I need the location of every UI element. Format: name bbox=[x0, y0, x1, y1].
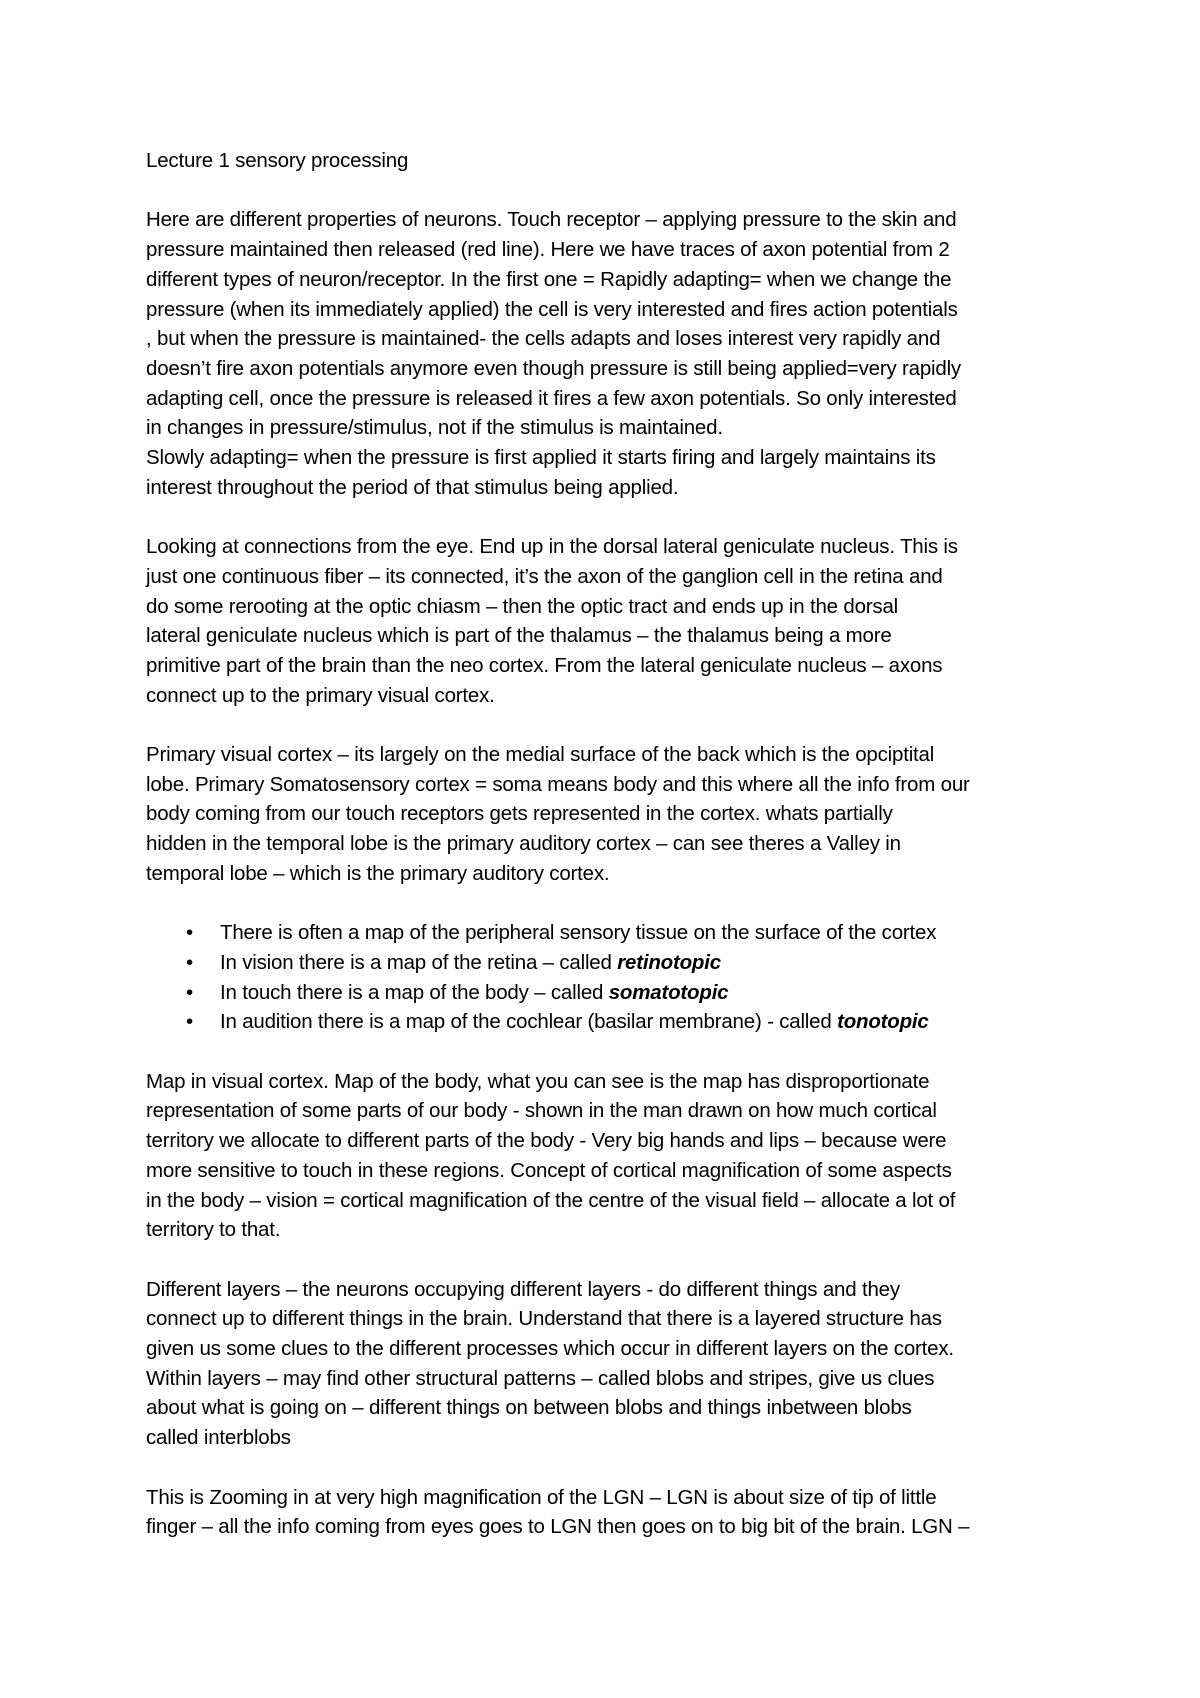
bullet-text: There is often a map of the peripheral sensory tissue on the surface of the cortex bbox=[220, 921, 937, 945]
bullet-icon: • bbox=[186, 950, 193, 974]
paragraph-primary-cortex: Primary visual cortex – its largely on the medial surface of the back which is the opciptital lobe. Primary Somatosensory cortex = soma means body and this where all the info from our body coming from our touch receptors gets represented in the cortex. whats partially hidden in the temporal lobe is the primary auditory cortex – can see theres a Valley in temporal lobe – which is the primary auditory cortex. bbox=[146, 743, 970, 885]
bullet-term-tonotopic: tonotopic bbox=[837, 1010, 929, 1034]
bullet-term-retinotopic: retinotopic bbox=[617, 950, 721, 974]
document-page bbox=[146, 146, 1066, 1572]
bullet-item bbox=[186, 978, 1066, 1008]
bullet-text: In touch there is a map of the body – called bbox=[220, 980, 609, 1004]
bullet-icon: • bbox=[186, 921, 193, 945]
paragraph-slowly-adapting: Slowly adapting= when the pressure is first applied it starts firing and largely maintains its interest throughout the period of that stimulus being applied. bbox=[146, 446, 936, 499]
paragraph-lgn: This is Zooming in at very high magnification of the LGN – LGN is about size of tip of little finger – all the info coming from eyes goes to LGN then goes on to big bit of the brain. LGN – bbox=[146, 1485, 970, 1539]
paragraph-eye-connections: Looking at connections from the eye. End up in the dorsal lateral geniculate nucleus. This is just one continuous fiber – its connected, it’s the axon of the ganglion cell in the retina and do some rerooting at the optic chiasm – then the optic tract and ends up in the dorsal lateral geniculate nucleus which is part of the thalamus – the thalamus being a more primitive part of the brain than the neo cortex. From the lateral geniculate nucleus – axons connect up to the primary visual cortex. bbox=[146, 535, 958, 707]
bullet-item bbox=[186, 948, 1066, 978]
bullet-text: In vision there is a map of the retina – called bbox=[220, 950, 618, 974]
paragraph-neuron-properties: Here are different properties of neurons. Touch receptor – applying pressure to the skin and pressure maintained then released (red line). Here we have traces of axon potential from 2 different types of neuron/receptor. In the first one = Rapidly adapting= when we change the pressure (when its immediately applied) the cell is very interested and fires action potentials , but when the pressure is maintained- the cells adapts and loses interest very rapidly and doesn’t fire axon potentials anymore even though pressure is still being applied=very rapidly adapting cell, once the pressure is released it fires a few axon potentials. So only interested in changes in pressure/stimulus, not if the stimulus is maintained. bbox=[146, 208, 961, 440]
paragraph-cortical-magnification: Map in visual cortex. Map of the body, what you can see is the map has disproportionate representation of some parts of our body - shown in the man drawn on how much cortical territory we allocate to different parts of the body - Very big hands and lips – because were more sensitive to touch in these regions. Concept of cortical magnification of some aspects in the body – vision = cortical magnification of the centre of the visual field – allocate a lot of territory to that. bbox=[146, 1069, 956, 1242]
document-title: Lecture 1 sensory processing bbox=[146, 149, 409, 172]
bullet-term-somatotopic: somatotopic bbox=[608, 980, 729, 1004]
bullet-icon: • bbox=[186, 1010, 193, 1034]
bullet-list bbox=[146, 918, 1066, 1037]
bullet-icon: • bbox=[186, 980, 193, 1004]
bullet-item bbox=[186, 918, 1066, 948]
bullet-item bbox=[186, 1007, 1066, 1037]
bullet-text: In audition there is a map of the cochlear (basilar membrane) - called bbox=[220, 1010, 838, 1034]
paragraph-cortical-layers: Different layers – the neurons occupying different layers - do different things and they connect up to different things in the brain. Understand that there is a layered structure has given us some clues to the different processes which occur in different layers on the cortex. Within layers – may find other structural patterns – called blobs and stripes, give us clues about what is going on – different things on between blobs and things inbetween blobs called interblobs bbox=[146, 1277, 954, 1450]
